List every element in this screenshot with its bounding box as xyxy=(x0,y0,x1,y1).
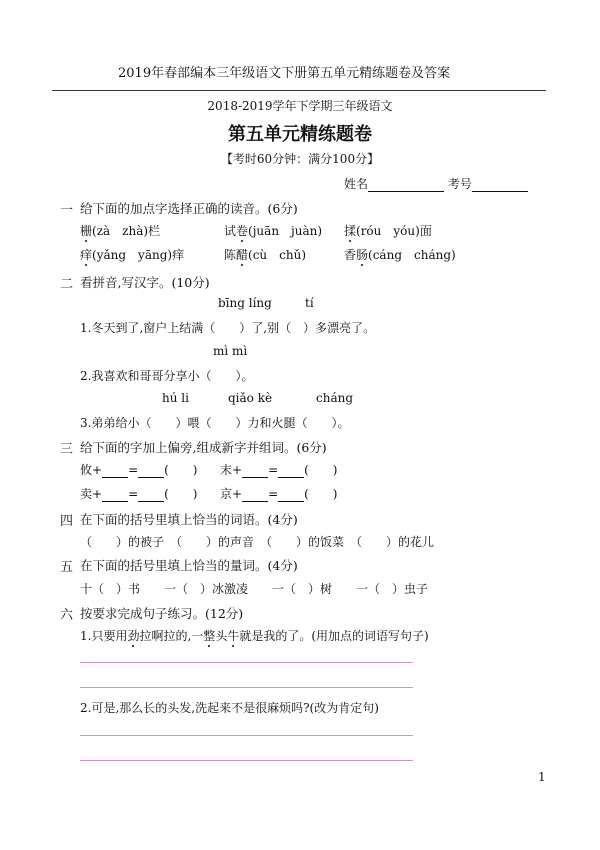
exam-no-blank[interactable] xyxy=(472,178,528,192)
header-divider xyxy=(52,90,546,91)
name-exam-fields xyxy=(344,175,528,192)
section-1-heading: 给下面的加点字选择正确的读音。(6分) xyxy=(80,201,298,216)
pinyin-prompt: mì mì xyxy=(213,344,248,358)
page-number: 1 xyxy=(538,770,546,784)
pinyin-prompt: cháng xyxy=(316,391,354,405)
answer-line[interactable] xyxy=(80,735,413,736)
pinyin-choice-item[interactable]: 香肠(cáng cháng) xyxy=(344,248,456,262)
pinyin-choice-item[interactable]: 试卷(juān juàn) xyxy=(224,224,323,238)
pinyin-prompt: qiǎo kè xyxy=(228,391,273,405)
section-4-number: 四 xyxy=(60,514,74,529)
fill-in-sentence[interactable]: 3.弟弟给小（ ）喂（ ）力和火腿（ ）。 xyxy=(80,416,350,430)
section-5-number: 五 xyxy=(60,560,74,575)
section-6-heading: 按要求完成句子练习。(12分) xyxy=(80,606,244,621)
exam-title: 第五单元精练题卷 xyxy=(228,124,372,145)
section-3-number: 三 xyxy=(60,442,74,457)
sentence-task-2: 2.可是,那么长的头发,洗起来不是很麻烦吗?(改为肯定句) xyxy=(80,701,379,715)
answer-line[interactable] xyxy=(80,760,413,761)
answer-line[interactable] xyxy=(80,662,413,663)
fill-in-sentence[interactable]: 1.冬天到了,窗户上结满（ ）了,别（ ）多漂亮了。 xyxy=(80,321,376,335)
word-fill-line[interactable]: （ ）的被子 （ ）的声音 （ ）的饭菜 （ ）的花儿 xyxy=(80,535,435,549)
radical-item[interactable]: 京+ = ( ) xyxy=(220,487,338,501)
section-3-heading: 给下面的字加上偏旁,组成新字并组词。(6分) xyxy=(80,440,327,455)
pinyin-prompt: hú li xyxy=(162,391,189,405)
document-top-title: 2019年春部编本三年级语文下册第五单元精练题卷及答案 xyxy=(118,66,451,81)
section-4-heading: 在下面的括号里填上恰当的词语。(4分) xyxy=(80,512,298,527)
pinyin-choice-item[interactable]: 栅(zà zhà)栏 xyxy=(80,224,161,238)
section-6-number: 六 xyxy=(60,608,74,623)
radical-item[interactable]: 卖+ = ( ) xyxy=(80,487,198,501)
name-label: 姓名 xyxy=(344,177,369,191)
section-5-heading: 在下面的括号里填上恰当的量词。(4分) xyxy=(80,558,298,573)
pinyin-choice-item[interactable]: 痒(yǎng yāng)痒 xyxy=(80,248,185,262)
radical-item[interactable]: 攸+ = ( ) xyxy=(80,463,198,477)
section-1-number: 一 xyxy=(60,203,74,218)
time-score-note: 【考时60分钟：满分100分】 xyxy=(220,152,380,166)
radical-item[interactable]: 末+ = ( ) xyxy=(220,463,338,477)
measure-word-line[interactable]: 十（ ）书 一（ ）冰激凌 一（ ）树 一（ ）虫子 xyxy=(80,582,429,596)
fill-in-sentence[interactable]: 2.我喜欢和哥哥分享小（ ）。 xyxy=(80,369,254,383)
pinyin-choice-item[interactable]: 陈醋(cù chǔ) xyxy=(224,248,307,262)
exam-subtitle: 2018-2019学年下学期三年级语文 xyxy=(207,99,393,113)
sentence-task-1: 1.只要用劲拉啊拉的,一整头牛就是我的了。(用加点的词语写句子) xyxy=(80,629,429,643)
section-2-heading: 看拼音,写汉字。(10分) xyxy=(80,275,210,290)
section-2-number: 二 xyxy=(60,277,74,292)
pinyin-prompt: bīng líng xyxy=(218,296,272,310)
exam-no-label: 考号 xyxy=(447,177,472,191)
answer-line[interactable] xyxy=(80,687,413,688)
pinyin-choice-item[interactable]: 揉(róu yóu)面 xyxy=(344,224,432,238)
pinyin-prompt: tí xyxy=(305,296,314,310)
name-blank[interactable] xyxy=(368,178,444,192)
